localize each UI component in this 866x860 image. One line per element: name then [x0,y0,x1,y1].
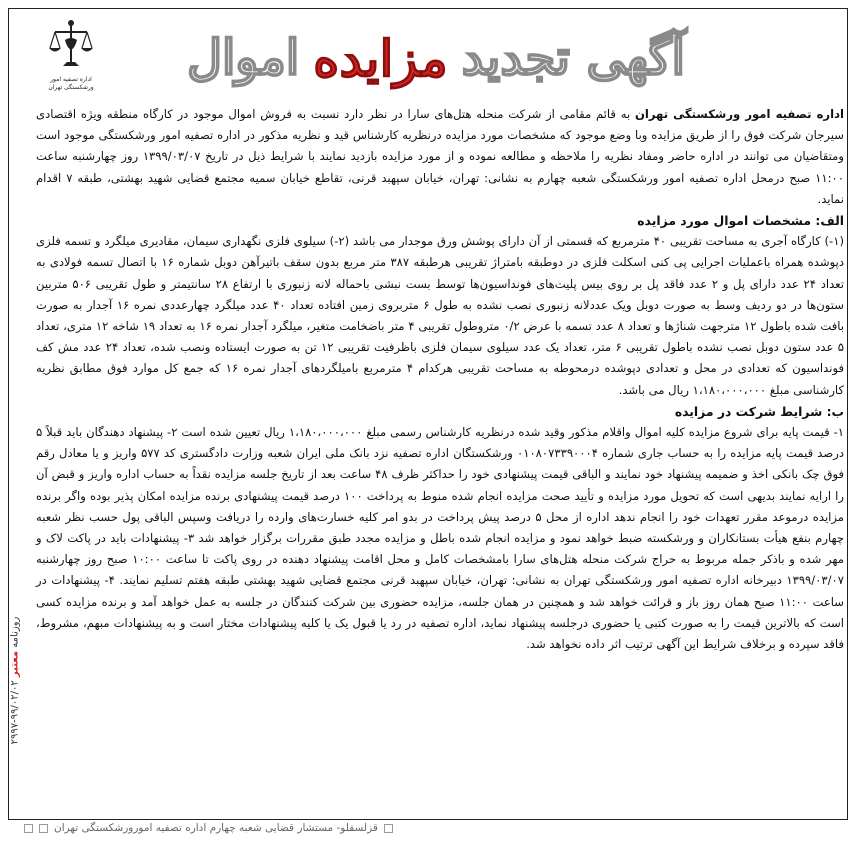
intro-text: به قائم مقامی از شرکت منحله هتل‌های سارا در نظر دارد نسبت به فروش اموال موجود در کارگاه منطقه ویژه اقتصادی سیرجان شرکت فوق را از طریق مزایده وبا وضع موجود که مشخصات مورد مزایده درنظریه کارشناس قید و نظریه مذکور در اداره تصفیه امور ورشکستگی موجود است ومتقاضیان می توانند در اداره حاضر ومفاد نظریه را ملاحظه و مطالعه نموده و از مورد مزایده بازدید نمایند با شرایط ذیل در تاریخ ۱۳۹۹/۰۳/۰۷ روز چهارشنبه ساعت ۱۱:۰۰ صبح درمحل اداره تصفیه امور ورشکستگی شعبه چهارم به نشانی: تهران، خیابان سپهبد قرنی، تقاطع خیابان سمیه مجتمع قضایی شهید بهشتی، طبقه ۷ اقدام نماید. [36,107,844,206]
square-icon [384,824,393,833]
square-icon [39,824,48,833]
section-a-heading: الف: مشخصات اموال مورد مزایده [637,213,844,229]
sidebar-brand: معتبر [9,650,21,678]
section-b-text: ۱- قیمت پایه برای شروع مزایده کلیه اموال واقلام مذکور وقید شده درنظریه کارشناس رسمی مبلغ ۱،۱۸۰،۰۰۰،۰۰۰ ریال تعیین شده است ۲- پیشنهاد دهندگان باید قبلاً ۵ درصد قیمت پایه مزایده را به حساب جاری شماره ۰۱۰۸۰۷۳۳۹۰۰۰۴ ورشکستگان اداره تصفیه نزد بانک ملی ایران شعبه وزارت دادگستری کد ۵۷۷ واریز و یا معادل رقم فوق چک بانکی اخذ و ضمیمه پیشنهاد خود نمایند و الباقی قیمت پیشنهادی خود را حداکثر ظرف ۴۸ ساعت بعد از تاریخ جلسه مزایده نقداً به حساب اداره واریز و قبض آن را ارایه نمایند بدیهی است که تحویل مورد مزایده و تأیید صحت مزایده انجام شده منوط به پرداخت ۱۰۰ درصد قیمت پیشنهادی برنده مزایده امکان پذیر بوده واگر برنده مزایده درموعد مقرر تعهدات خود را انجام ندهد اداره از محل ۵ درصد پیش پرداخت در بدو امر کلیه خسارت‌های وارده را دریافت وسپس الباقی پول حسب نظر شعبه چهارم بنفع هیأت بستانکاران و ورشکسته ضبط خواهد نمود و مزایده انجام شده باطل و مزایده مجدد طبق مقررات برگزار خواهد شد ۳- پیشنهادات باید در پاکت لاک و مهر شده و باذکر جمله مربوط به حراج شرکت منحله هتل‌های سارا بامشخصات کامل و محل اقامت پیشنهاد دهنده در روی پاکت تا ساعت ۱۰:۰۰ صبح روز چهارشنبه ۱۳۹۹/۰۳/۰۷ دبیرخانه اداره تصفیه امور ورشکستگی تهران به نشانی: تهران، خیابان سپهبد قرنی مجتمع قضایی شهید بهشتی طبقه هفتم تسلیم نمایند. ۴- پیشنهادات در ساعت ۱۱:۰۰ صبح همان روز باز و قرائت خواهد شد و همچنین در همان جلسه، مزایده حضوری بین شرکت کنندگان در جلسه به عمل خواهد آمد و برنده مزایده کسی است که بالاترین قیمت را به صورت کتبی یا حضوری درجلسه پیشنهاد نماید، اداره تصفیه در رد یا قبول یک یا کلیه پیشنهادات مختار است و به پیشنهادات مبهم، مشروط، فاقد سپرده و برخلاف شرایط این آگهی ترتیب اثر داده نخواهد شد. [36,425,845,652]
square-icon [24,824,33,833]
sidebar-code: ۹۹/۰۲/۰۲-۲۹۹۷ [9,680,21,745]
title-part-1: آگهی تجدید [461,30,685,86]
signature-text: قزلسفلو- مستشار قضایی شعبه چهارم اداره تصفیه امورورشکستگی تهران [54,822,378,834]
notice-title [156,22,716,94]
section-a-text: (۱-) کارگاه آجری به مساحت تقریبی ۴۰ مترمربع که قسمتی از آن دارای پوشش ورق موجدار می باشد (۲-) سیلوی فلزی نگهداری سیمان، مقادیری میلگرد و تسمه فلزی دپوشده همراه باعملیات اجرایی پی کنی اسکلت فلزی در دوطبقه بامتراژ تقریبی هرطبقه ۳۸۷ متر مربع بدون سقف باتیرآهن دوبل شماره ۱۶ با اتصال تسمه فولادی به تعداد ۲۴ عدد دارای پل و ۲ عدد فاقد پل بر روی بیس پلیت‌های فونداسیون‌ها توسط بست نبشی باحماله لانه زنبوری با ارتفاع ۲۸ سانتیمتر و طول تقریبی ۵۰۶ متربین ستون‌ها در دو ردیف وسط به صورت دوبل ویک عددلانه زنبوری نصب نشده به طول ۶ متربروی زمین افتاده تعداد ۴۰ عدد میلگرد چهارعددی نمره ۱۶ آجدار به صورت بافت شده باطول ۱۲ مترجهت شناژها و تعداد ۸ عدد تسمه با عرض ۰/۲ متروطول تقریبی ۴ متر باضخامت متغیر، میلگرد آجدار نمره ۱۶ به تعداد ۱۹ شاخه ۱۲ متری، تعداد ۵ عدد ستون دوبل نصب نشده باطول تقریبی ۶ متر، تعداد یک عدد سیلوی سیمان فلزی باظرفیت تقریبی ۱۲ تن به صورت ایستاده ونصب شده، تعداد ۲۴ عدد مش کف فونداسیون که تعدادی در محل و تعدادی دپوشده درمحوطه به مساحت تقریبی هرکدام ۴ مترمربع بامیلگردهای آجدار نمره ۱۶ که جمع کل موارد فوق مطابق نظریه کارشناسی مبلغ ۱،۱۸۰،۰۰۰،۰۰۰ ریال می باشد. [36,234,844,397]
sidebar-strip [0,560,24,810]
intro-paragraph [36,104,844,210]
emblem-caption: اداره تصفیه امور ورشکستگی تهران [48,76,94,91]
sidebar-label: روزنامه [9,616,21,648]
footer-signature [24,818,604,838]
intro-lead: اداره تصفیه امور ورشکستگی تهران [634,107,844,121]
title-part-2: اموال [187,30,300,86]
sidebar-text [10,566,21,796]
emblem [44,18,98,100]
section-b-heading: ب: شرایط شرکت در مزایده [674,403,844,419]
title-accent: مزایده [313,28,448,88]
notice-body [36,104,844,655]
justice-scales-icon [49,18,93,76]
